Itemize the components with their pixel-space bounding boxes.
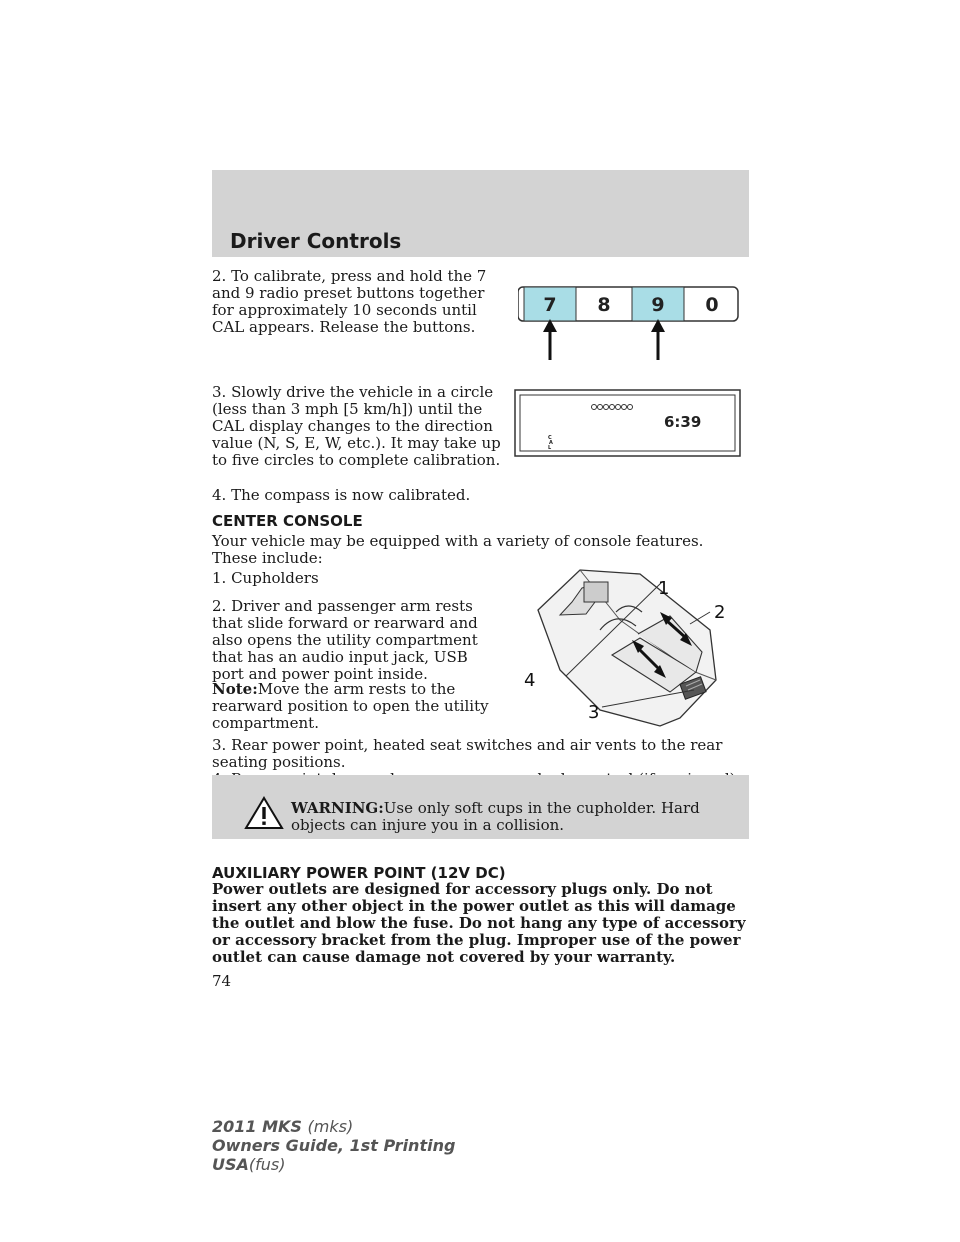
aux-power-heading: AUXILIARY POWER POINT (12V DC) [212,864,506,882]
section-title: Driver Controls [230,229,402,253]
footer-model: 2011 MKS [212,1117,302,1136]
warning-text [291,800,731,834]
preset-buttons-figure [518,284,744,384]
center-console-illustration [520,560,746,735]
print-footer [212,1117,455,1174]
center-console-heading: CENTER CONSOLE [212,512,363,530]
warning-body: Use only soft cups in the cupholder. Hard objects can injure you in a collision. [291,799,700,834]
svg-text:A: A [549,440,553,446]
warning-label: WARNING: [291,799,384,817]
callout-1: 1 [658,578,670,599]
callout-2: 2 [714,602,726,623]
center-console-intro: Your vehicle may be equipped with a variety of console features. These include: [212,532,704,567]
arrow-up-9-icon [651,319,665,360]
console-item-1: 1. Cupholders [212,569,319,587]
step-3-text: 3. Slowly drive the vehicle in a circle (less than 3 mph [5 km/h]) until the CAL display changes to the direction value (N, S, E, W, etc.). It may take up to five circles to complete calibration. [212,383,501,469]
compass-display-figure [514,389,742,459]
svg-text:L: L [548,445,552,451]
console-item-3: 3. Rear power point, heated seat switches and air vents to the rear seating positions. [212,736,723,771]
step-4-text: 4. The compass is now calibrated. [212,486,471,504]
footer-model-code: (mks) [307,1117,354,1136]
preset-label-0: 0 [705,294,719,316]
note-label: Note: [212,680,258,698]
step-2-text: 2. To calibrate, press and hold the 7 and 9 radio preset buttons together for approximately 10 seconds until CAL appears. Release the buttons. [212,267,487,336]
footer-market-code: (fus) [248,1155,286,1174]
console-note [212,681,497,732]
preset-label-8: 8 [597,294,611,316]
preset-label-7: 7 [543,294,557,316]
display-time: 6:39 [664,413,702,431]
svg-text:C: C [548,435,552,441]
preset-label-9: 9 [651,294,665,316]
aux-power-text: Power outlets are designed for accessory plugs only. Do not insert any other object in the power outlet as this will damage the outlet and blow the fuse. Do not hang any type of accessory or accessory bracket from the plug. Improper use of the power outlet can cause damage not covered by your warranty. [212,880,746,966]
callout-3: 3 [588,702,600,723]
callout-4: 4 [524,670,536,691]
page-number: 74 [212,972,232,990]
note-text: Move the arm rests to the rearward position to open the utility compartment. [212,680,489,732]
footer-market: USA [212,1155,249,1174]
warning-triangle-icon [244,796,284,830]
arrow-up-7-icon [543,319,557,360]
console-item-2: 2. Driver and passenger arm rests that slide forward or rearward and also opens the utility compartment that has an audio input jack, USB port and power point inside. [212,597,478,683]
footer-guide: Owners Guide, 1st Printing [212,1136,456,1155]
